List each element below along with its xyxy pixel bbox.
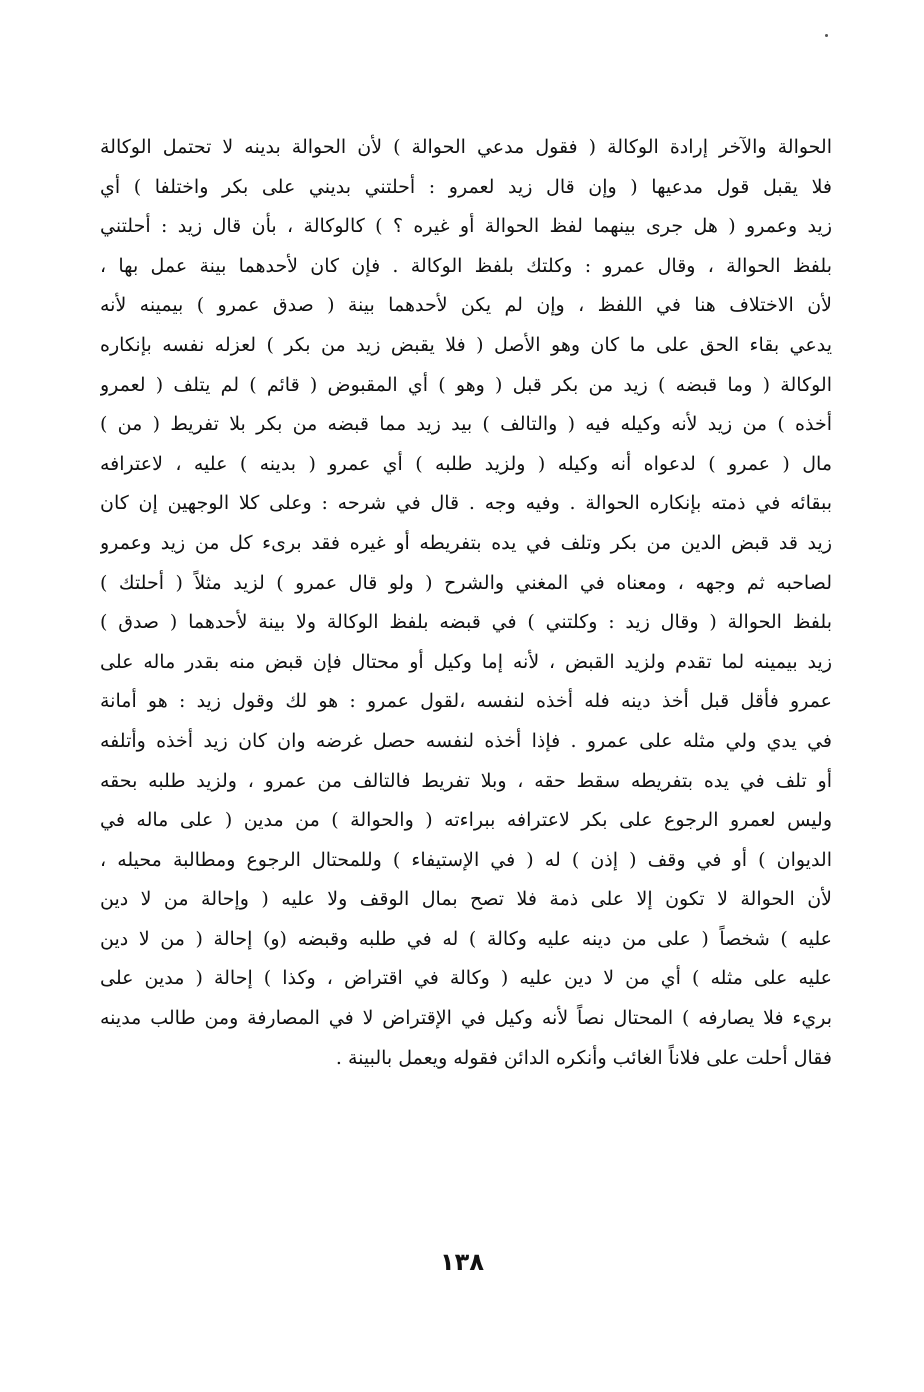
text-line-7: الوكالة ( وما قبضه ) زيد من بكر قبل ( وهو ) أي المقبوض ( قائم ) لم يتلف ( لعمرو [100,373,832,396]
text-line-1: الحوالة والآخر إرادة الوكالة ( فقول مدعي الحوالة ) لأن الحوالة بدينه لا تحتمل الوكالة [100,136,832,158]
text-line-20: لأن الحوالة لا تكون إلا على ذمة فلا تصح بمال الوقف ولا عليه ( وإحالة من لا دين [100,888,832,911]
text-line-18: وليس لعمرو الرجوع على بكر لاعترافه ببراءته ( والحوالة ) من مدين ( على ماله في [100,809,832,832]
text-line-9: مال ( عمرو ) لدعواه أنه وكيله ( ولزيد طلبه ) أي عمرو ( بدينه ) عليه ، لاعترافه [100,452,832,475]
text-line-24: فقال أحلت على فلاناً الغائب وأنكره الدائن فقوله ويعمل بالبينة . [335,1046,832,1069]
text-line-17: أو تلف في يده بتفريطه سقط حقه ، وبلا تفريط فالتالف من عمرو ، ولزيد طلبه بحقه [100,769,832,792]
text-line-14: زيد بيمينه لما تقدم ولزيد القبض ، لأنه إما وكيل أو محتال فإن قبض منه بقدر ماله على [100,650,832,673]
text-line-3: زيد وعمرو ( هل جرى بينهما لفظ الحوالة أو غيره ؟ ) كالوكالة ، بأن قال زيد : أحلتني [100,215,832,238]
text-line-15: عمرو فأقل قبل أخذ دينه فله أخذه لنفسه ،لقول عمرو : هو لك وقول زيد : هو أمانة [100,690,832,713]
text-line-22: عليه على مثله ) أي من لا دين عليه ( وكالة في اقتراض ، وكذا ) إحالة ( مدين على [100,967,832,990]
page-number: ١٣٨ [440,1248,484,1276]
text-line-13: بلفظ الحوالة ( وقال زيد : وكلتني ) في قبضه بلفظ الوكالة ولا بينة لأحدهما ( صدق ) [100,611,832,634]
text-line-16: في يدي ولي مثله على عمرو . فإذا أخذه لنفسه حصل غرضه وان كان زيد أخذه وأتلفه [100,729,832,752]
text-line-5: لأن الاختلاف هنا في اللفظ ، وإن لم يكن لأحدهما بينة ( صدق عمرو ) بيمينه لأنه [100,294,832,317]
text-line-4: بلفظ الحوالة ، وقال عمرو : وكلتك بلفظ الوكالة . فإن كان لأحدهما بينة عمل بها ، [100,254,832,277]
body-text [100,128,832,1078]
text-line-12: لصاحبه ثم وجهه ، ومعناه في المغني والشرح ( ولو قال عمرو ) لزيد مثلاً ( أحلتك ) [100,571,832,594]
text-line-21: عليه ) شخصاً ( على من دينه عليه وكالة ) له في طلبه وقبضه (و) إحالة ( من لا دين [100,927,832,950]
scan-mark [825,34,828,37]
text-line-23: بريء فلا يصارفه ) المحتال نصاً لأنه وكيل في الإقتراض لا في المصارفة ومن طالب مدينه [100,1007,832,1030]
text-line-19: الديوان ) أو في وقف ( إذن ) له ( في الإستيفاء ) وللمحتال الرجوع ومطالبة محيله ، [100,848,832,871]
text-line-10: ببقائه في ذمته بإنكاره الحوالة . وفيه وجه . قال في شرحه : وعلى كلا الوجهين إن كان [100,492,832,515]
text-line-2: فلا يقبل قول مدعيها ( وإن قال زيد لعمرو : أحلتني بديني على بكر واختلفا ) أي [100,175,832,198]
text-line-11: زيد قد قبض الدين من بكر وتلف في يده بتفريطه أو غيره فقد برىء كل من زيد وعمرو [100,531,832,554]
text-line-8: أخذه ) من زيد لأنه وكيله فيه ( والتالف ) بيد زيد مما قبضه من بكر بلا تفريط ( من ) [100,413,832,436]
text-line-6: يدعي بقاء الحق على ما كان وهو الأصل ( فلا يقبض زيد من بكر ) لعزله نفسه بإنكاره [100,333,832,356]
